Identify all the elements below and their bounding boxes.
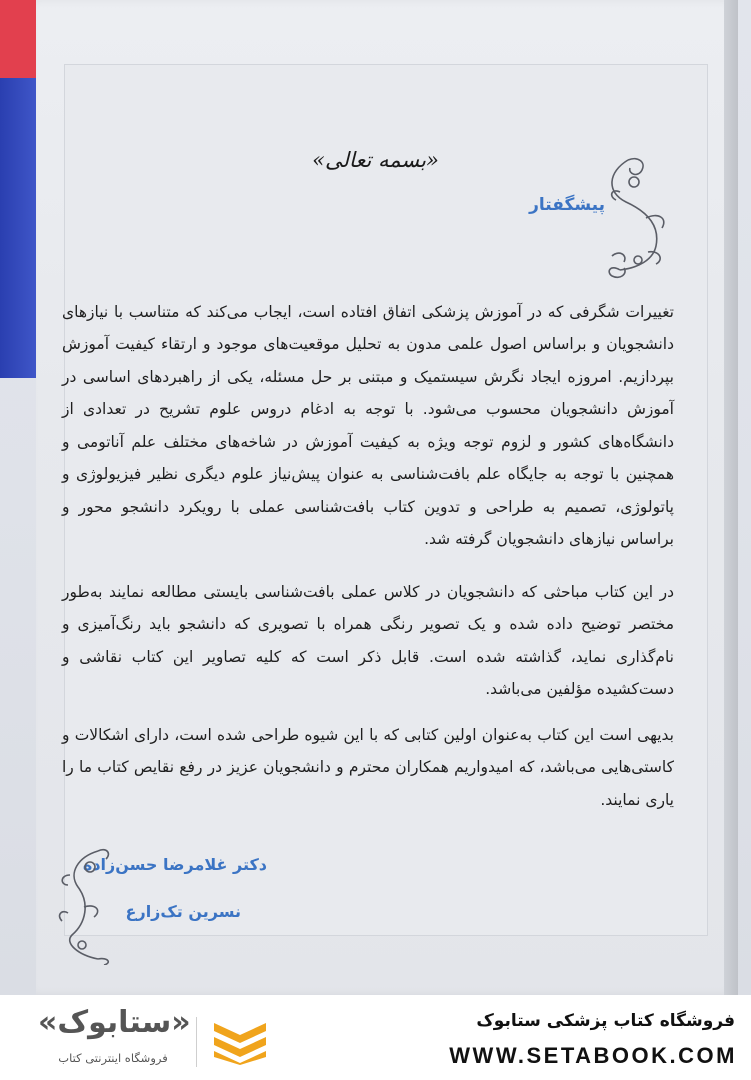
preface-paragraph-1: تغییرات شگرفی که در آموزش پزشکی اتفاق افتاده است، ایجاب می‌کند که متناسب با نیازهای دانشجویان و براساس اصول علمی مدون به تحلیل موقعیت‌های موجود و ارتقاء کیفیت آموزش بپردازیم. امروزه ایجاد نگرش سیستمیک و مبتنی بر حل مسئله، یکی از راهبردهای اساسی در آموزش دانشجویان محسوب می‌شود. با توجه به ادغام دروس علوم تشریح در تعدادی از دانشگاه‌های کشور و لزوم توجه ویژه به کیفیت آموزش در شاخه‌های مختلف علم آناتومی و همچنین با توجه به جایگاه علم بافت‌شناسی به عنوان پیش‌نیاز علوم دیگری نظیر فیزیولوژی و پاتولوژی، تصمیم به طراحی و تدوین کتاب بافت‌شناسی عملی با رویکرد دانشجو محور و براساس نیازهای دانشجویان گرفته شد.	[62, 302, 674, 548]
preface-title: پیشگفتار	[529, 195, 605, 215]
preface-paragraph-2: در این کتاب مباحثی که دانشجویان در کلاس عملی بافت‌شناسی بایستی مطالعه نمایند به‌طور مختصر توضیح داده شده و یک تصویر رنگی همراه با تصویری که دانشجو باید رنگ‌آمیزی و نام‌گذاری نماید، گذاشته شده است. قابل ذکر است که کلیه تصاویر این کتاب نقاشی و دست‌کشیده مؤلفین می‌باشد.	[62, 582, 674, 698]
author-2-name: نسرین تک‌زارع	[125, 902, 241, 921]
bismillah-heading: «بسمه تعالی»	[312, 148, 439, 172]
floral-ornament-top-icon	[598, 152, 678, 280]
store-name: فروشگاه کتاب پزشکی ستابوک	[476, 1011, 735, 1031]
logo-divider	[196, 1017, 197, 1067]
setabook-logo-tagline: فروشگاه اینترنتی کتاب	[58, 1051, 168, 1065]
store-url[interactable]	[449, 1043, 737, 1069]
book-cover-blue-band	[0, 78, 36, 378]
setabook-logo-wordmark: «ستابوک»	[38, 1005, 191, 1040]
setabook-chevron-logo-icon	[210, 1017, 270, 1065]
preface-paragraph-3: بدیهی است این کتاب به‌عنوان اولین کتابی که با این شیوه طراحی شده است، دارای اشکالات و کاستی‌هایی می‌باشد، که امیدواریم همکاران محترم و دانشجویان عزیز در رفع نقایص کتاب ما را یاری نمایند.	[62, 725, 674, 809]
url-brand: SETABOOK	[526, 1043, 670, 1068]
book-cover-red-band	[0, 0, 36, 78]
floral-ornament-bottom-icon	[48, 845, 128, 965]
url-prefix: WWW.	[449, 1043, 527, 1068]
store-footer	[0, 995, 751, 1080]
author-1-name: دکتر غلامرضا حسن‌زاده	[82, 855, 267, 874]
url-suffix: .COM	[669, 1043, 737, 1068]
